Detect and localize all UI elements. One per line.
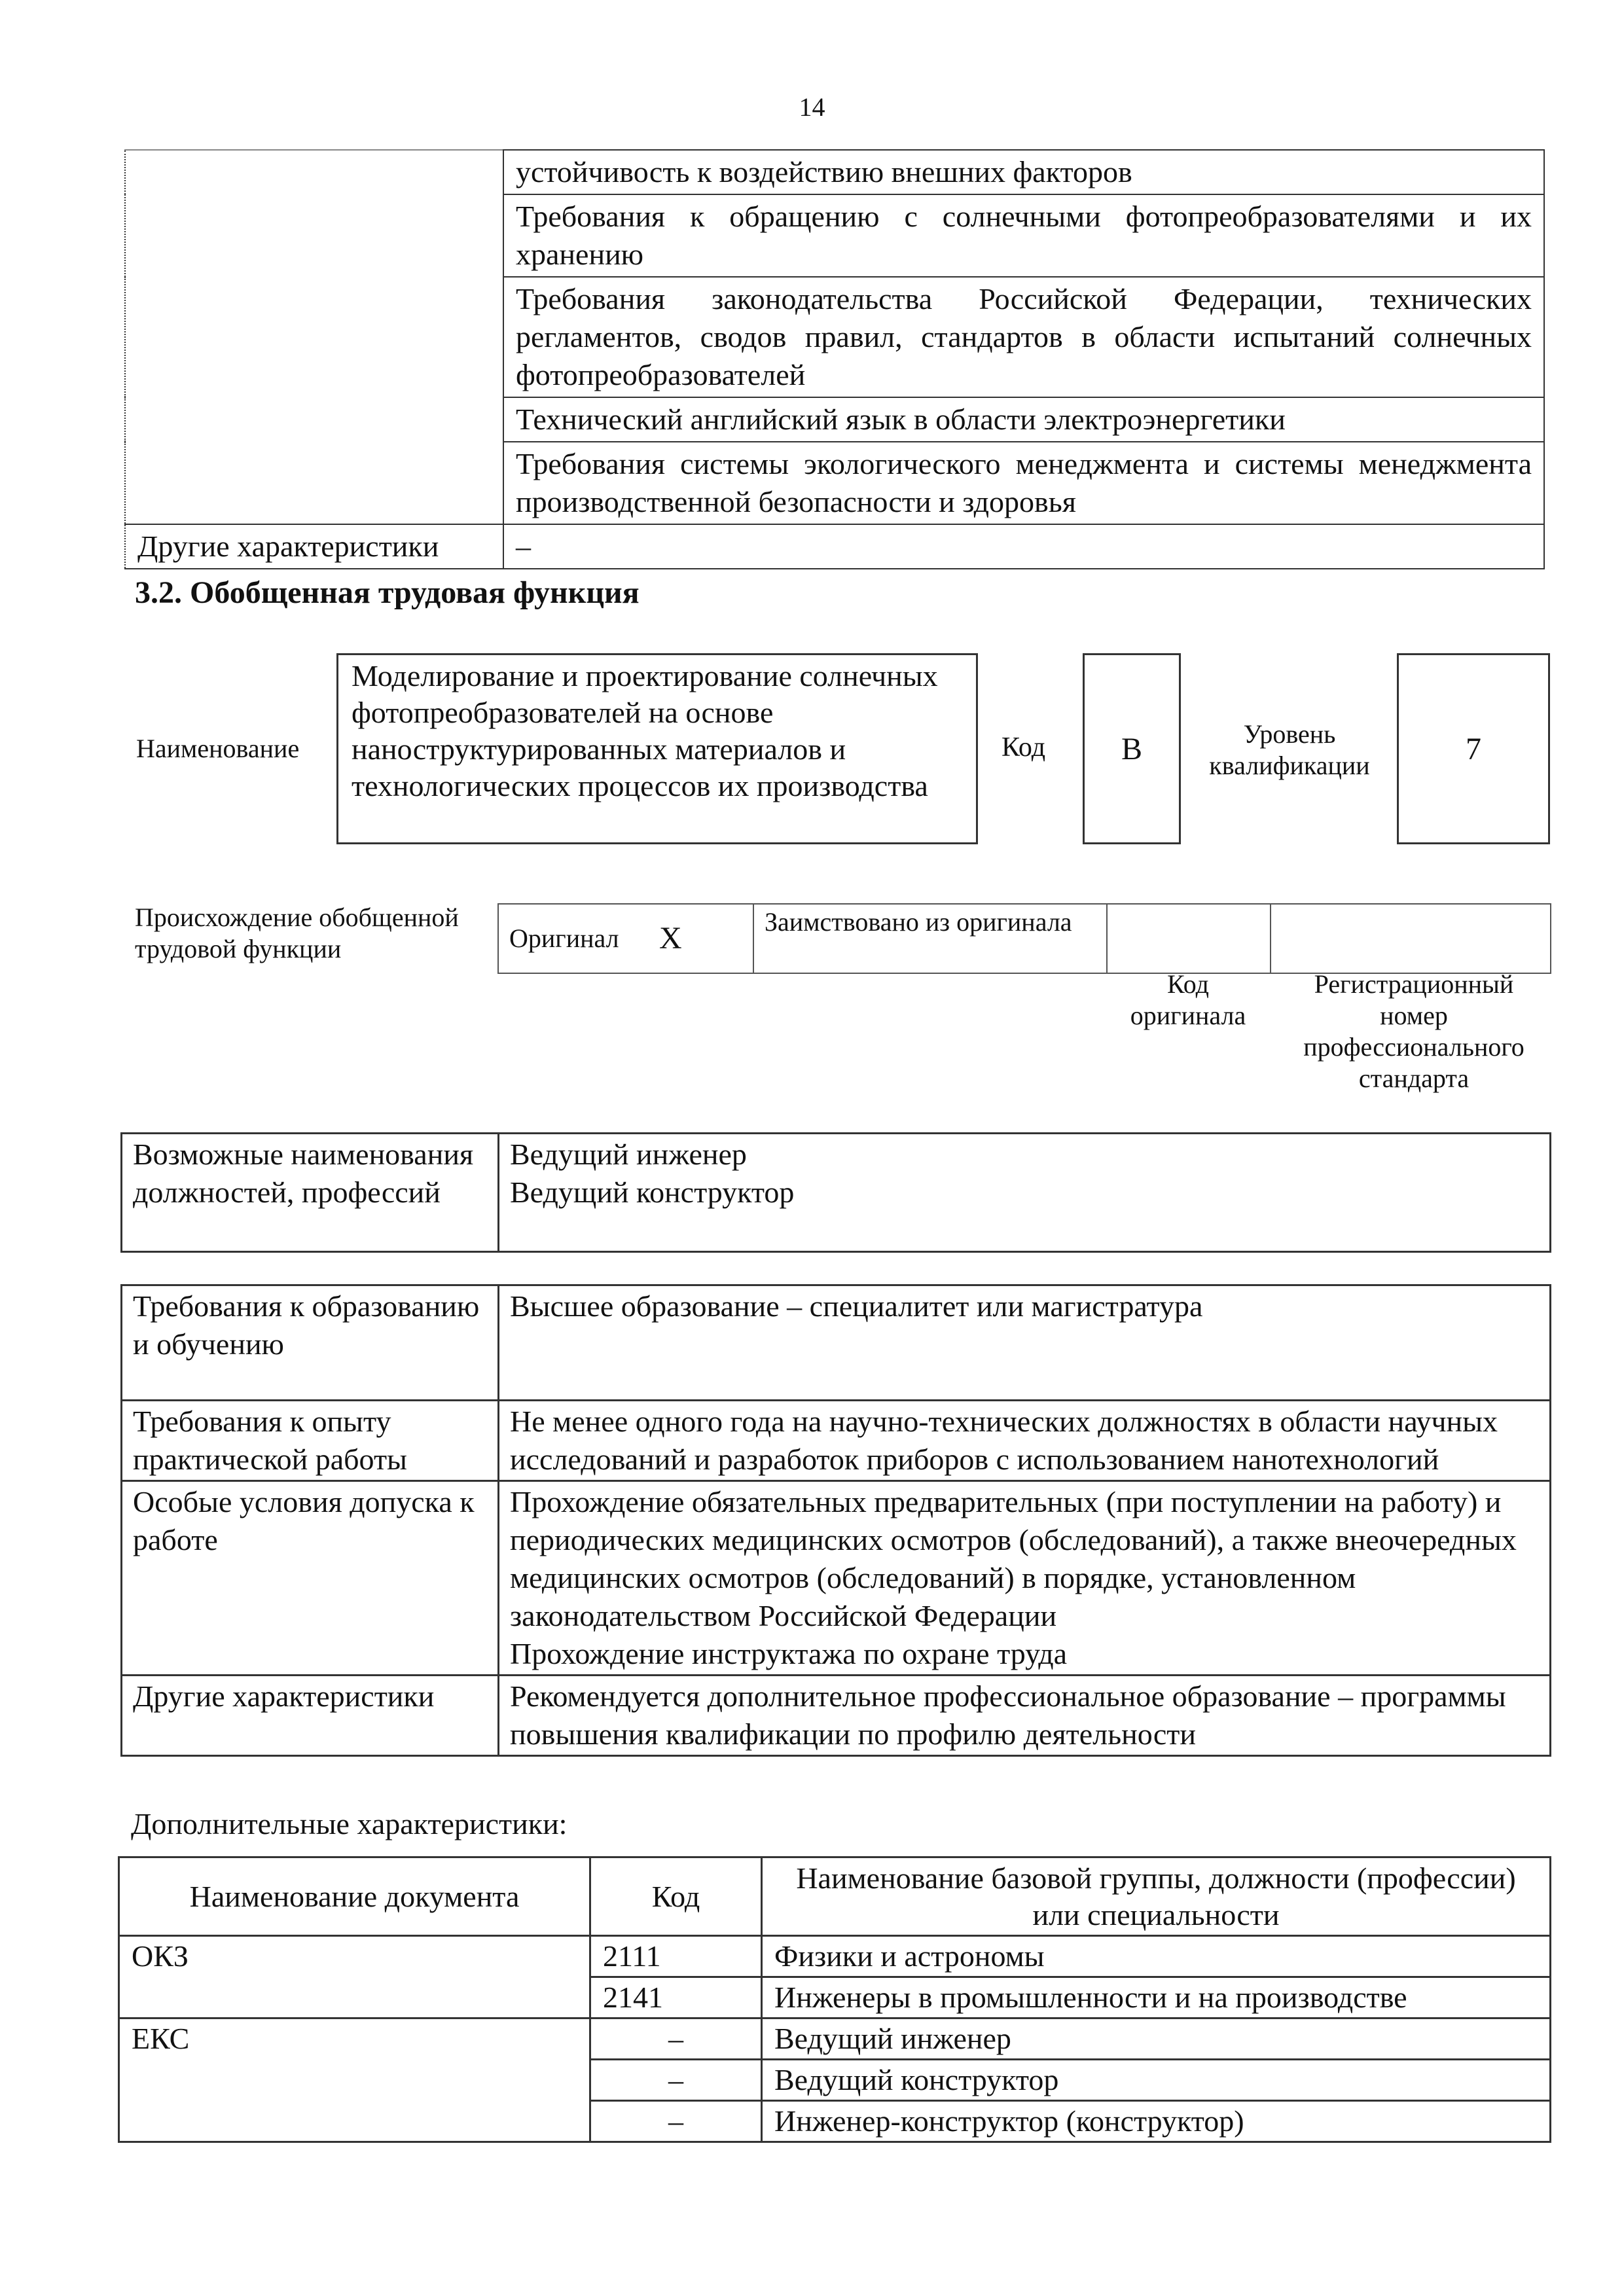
requirements-table (120, 1284, 1551, 1757)
column-header: Наименование документа (119, 1857, 590, 1936)
extra-characteristics-table (118, 1856, 1551, 2143)
origin-code-caption: Код оригинала (1130, 969, 1246, 1030)
name-cell: Инженеры в промышленности и на производстве (762, 1977, 1551, 2018)
code-cell: – (590, 2101, 762, 2142)
document-name: ЕКС (119, 2018, 590, 2142)
section-heading: 3.2. Обобщенная трудовая функция (135, 575, 640, 610)
code-cell: – (590, 2060, 762, 2101)
other-characteristics-label: Другие характеристики (125, 524, 503, 569)
original-mark: X (649, 904, 753, 973)
document-name: ОКЗ (119, 1936, 590, 2018)
name-cell: Инженер-конструктор (конструктор) (762, 2101, 1551, 2142)
positions-label: Возможные наименования должностей, профессий (122, 1134, 499, 1252)
requirement-value: Рекомендуется дополнительное профессиональное образование – программы повышения квалификации по профилю деятельности (499, 1676, 1551, 1756)
page-number: 14 (799, 92, 825, 122)
requirement-text: Прохождение обязательных предварительных (при поступлении на работу) и периодических медицинских осмотров (обследований), а также внеочередных медицинских осмотров (обследований) в порядке, установленном законодательством Российской Федерации (510, 1485, 1517, 1632)
knowledge-table-continuation (124, 149, 1545, 569)
name-cell: Ведущий конструктор (762, 2060, 1551, 2101)
code-box: B (1083, 653, 1181, 844)
origin-label-text: Происхождение обобщенной трудовой функции (135, 903, 459, 963)
column-header: Код (590, 1857, 762, 1936)
requirement-label: Требования к образованию и обучению (122, 1285, 499, 1401)
code-cell: 2111 (590, 1936, 762, 1977)
positions-values (499, 1134, 1551, 1252)
list-item: Ведущий конструктор (510, 1175, 795, 1209)
table-row: Требования системы экологического менеджмента и системы менеджмента производственной безопасности и здоровья (503, 442, 1544, 524)
requirement-value: Высшее образование – специалитет или магистратура (499, 1285, 1551, 1401)
extra-heading: Дополнительные характеристики: (131, 1807, 568, 1840)
table-row: Требования к обращению с солнечными фотопреобразователями и их хранению (503, 194, 1544, 277)
borrowed-label: Заимствовано из оригинала (753, 904, 1107, 973)
code-cell: – (590, 2018, 762, 2060)
name-cell: Ведущий инженер (762, 2018, 1551, 2060)
table-row: устойчивость к воздействию внешних факторов (503, 150, 1544, 194)
requirement-label: Другие характеристики (122, 1676, 499, 1756)
original-label: Оригинал (498, 904, 649, 973)
qualification-level-box: 7 (1397, 653, 1550, 844)
origin-reg-cell (1271, 904, 1551, 973)
table-row: Технический английский язык в области электроэнергетики (503, 397, 1544, 442)
code-cell: 2141 (590, 1977, 762, 2018)
positions-table (120, 1132, 1551, 1253)
requirement-text: Прохождение инструктажа по охране труда (510, 1637, 1068, 1670)
requirement-label: Требования к опыту практической работы (122, 1401, 499, 1481)
requirement-value: Не менее одного года на научно-технических должностях в области научных исследований и разработок приборов с использованием нанотехнологий (499, 1401, 1551, 1481)
origin-code-cell (1107, 904, 1271, 973)
requirement-value (499, 1481, 1551, 1676)
code-label: Код (1001, 732, 1046, 762)
origin-table (497, 903, 1551, 974)
table-row: Требования законодательства Российской Федерации, технических регламентов, сводов правил, стандартов в области испытаний солнечных фотопреобразователей (503, 277, 1544, 397)
name-cell: Физики и астрономы (762, 1936, 1551, 1977)
qualification-level-label: Уровень квалификации (1209, 719, 1370, 780)
list-item: Ведущий инженер (510, 1138, 747, 1171)
requirement-label: Особые условия допуска к работе (122, 1481, 499, 1676)
origin-reg-caption: Регистрационный номер профессионального стандарта (1303, 969, 1525, 1093)
column-header: Наименование базовой группы, должности (профессии) или специальности (762, 1857, 1551, 1936)
origin-label (135, 902, 488, 965)
function-name-box: Моделирование и проектирование солнечных фотопреобразователей на основе наноструктурированных материалов и технологических процессов их производства (336, 653, 978, 844)
empty-label-cell (125, 150, 503, 524)
name-label: Наименование (136, 734, 300, 763)
other-characteristics-value: – (503, 524, 1544, 569)
